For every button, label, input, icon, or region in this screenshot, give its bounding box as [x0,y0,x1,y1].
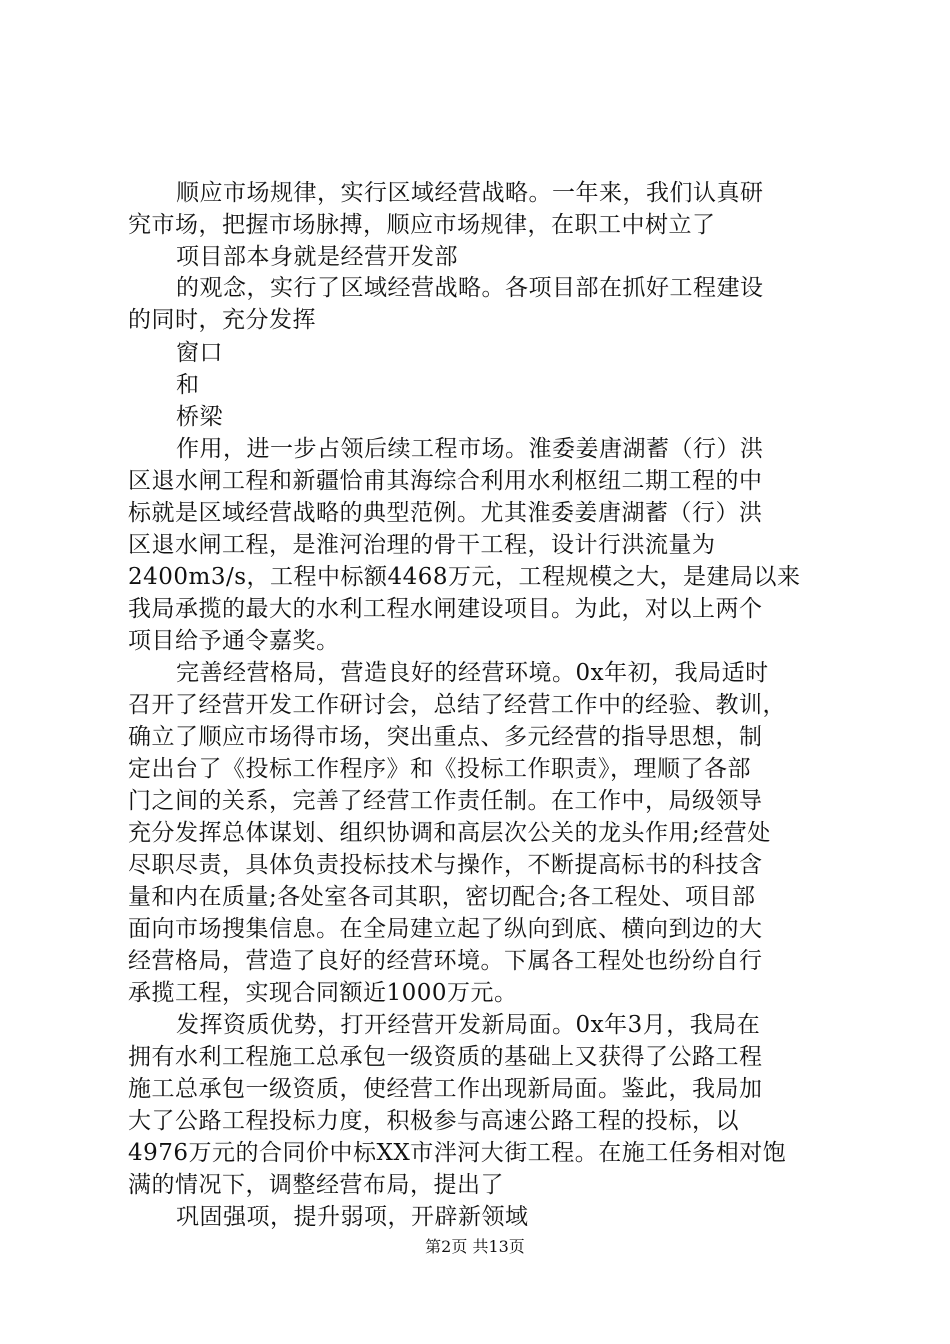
text-line: 完善经营格局，营造良好的经营环境。0x年初，我局适时 [176,660,769,686]
text-line: 我局承揽的最大的水利工程水闸建设项目。为此，对以上两个 [128,596,763,622]
text-line: 的观念，实行了区域经营战略。各项目部在抓好工程建设 [176,275,764,301]
text-line: 标就是区域经营战略的典型范例。尤其淮委姜唐湖蓄（行）洪 [128,500,763,526]
text-line: 定出台了《投标工作程序》和《投标工作职责》，理顺了各部 [128,756,751,782]
page-number-footer: 第2页 共13页 [425,1237,525,1256]
text-line: 区退水闸工程和新疆恰甫其海综合利用水利枢纽二期工程的中 [128,468,763,494]
text-line: 承揽工程，实现合同额近1000万元。 [128,980,518,1006]
text-line: 的同时，充分发挥 [128,307,316,333]
text-line: 项目给予通令嘉奖。 [128,628,340,654]
text-line: 满的情况下，调整经营布局，提出了 [128,1172,504,1198]
text-line: 究市场，把握市场脉搏，顺应市场规律，在职工中树立了 [128,212,716,238]
text-line: 大了公路工程投标力度，积极参与高速公路工程的投标，以 [128,1108,739,1134]
text-line: 施工总承包一级资质，使经营工作出现新局面。鉴此，我局加 [128,1076,763,1102]
text-line: 窗口 [176,340,223,366]
text-line: 门之间的关系，完善了经营工作责任制。在工作中，局级领导 [128,788,763,814]
text-line: 巩固强项，提升弱项，开辟新领域 [176,1204,529,1230]
text-line: 量和内在质量;各处室各司其职，密切配合;各工程处、项目部 [128,884,756,910]
text-line: 尽职尽责，具体负责投标技术与操作，不断提高标书的科技含 [128,852,763,878]
text-line: 拥有水利工程施工总承包一级资质的基础上又获得了公路工程 [128,1044,763,1070]
text-line: 发挥资质优势，打开经营开发新局面。0x年3月，我局在 [176,1012,761,1038]
text-line: 和 [176,372,200,398]
text-line: 面向市场搜集信息。在全局建立起了纵向到底、横向到边的大 [128,916,763,942]
text-line: 确立了顺应市场得市场，突出重点、多元经营的指导思想，制 [128,724,763,750]
text-line: 顺应市场规律，实行区域经营战略。一年来，我们认真研 [176,180,764,206]
text-line: 经营格局，营造了良好的经营环境。下属各工程处也纷纷自行 [128,948,763,974]
text-line: 召开了经营开发工作研讨会，总结了经营工作中的经验、教训， [128,692,786,718]
text-line: 充分发挥总体谋划、组织协调和高层次公关的龙头作用;经营处 [128,820,771,846]
text-line: 桥梁 [176,404,223,430]
text-line: 4976万元的合同价中标XX市泮河大街工程。在施工任务相对饱 [128,1140,787,1166]
text-line: 2400m3/s，工程中标额4468万元，工程规模之大，是建局以来 [128,564,801,590]
text-line: 作用，进一步占领后续工程市场。淮委姜唐湖蓄（行）洪 [176,436,764,462]
text-line: 区退水闸工程，是淮河治理的骨干工程，设计行洪流量为 [128,532,716,558]
text-line: 项目部本身就是经营开发部 [176,244,458,270]
